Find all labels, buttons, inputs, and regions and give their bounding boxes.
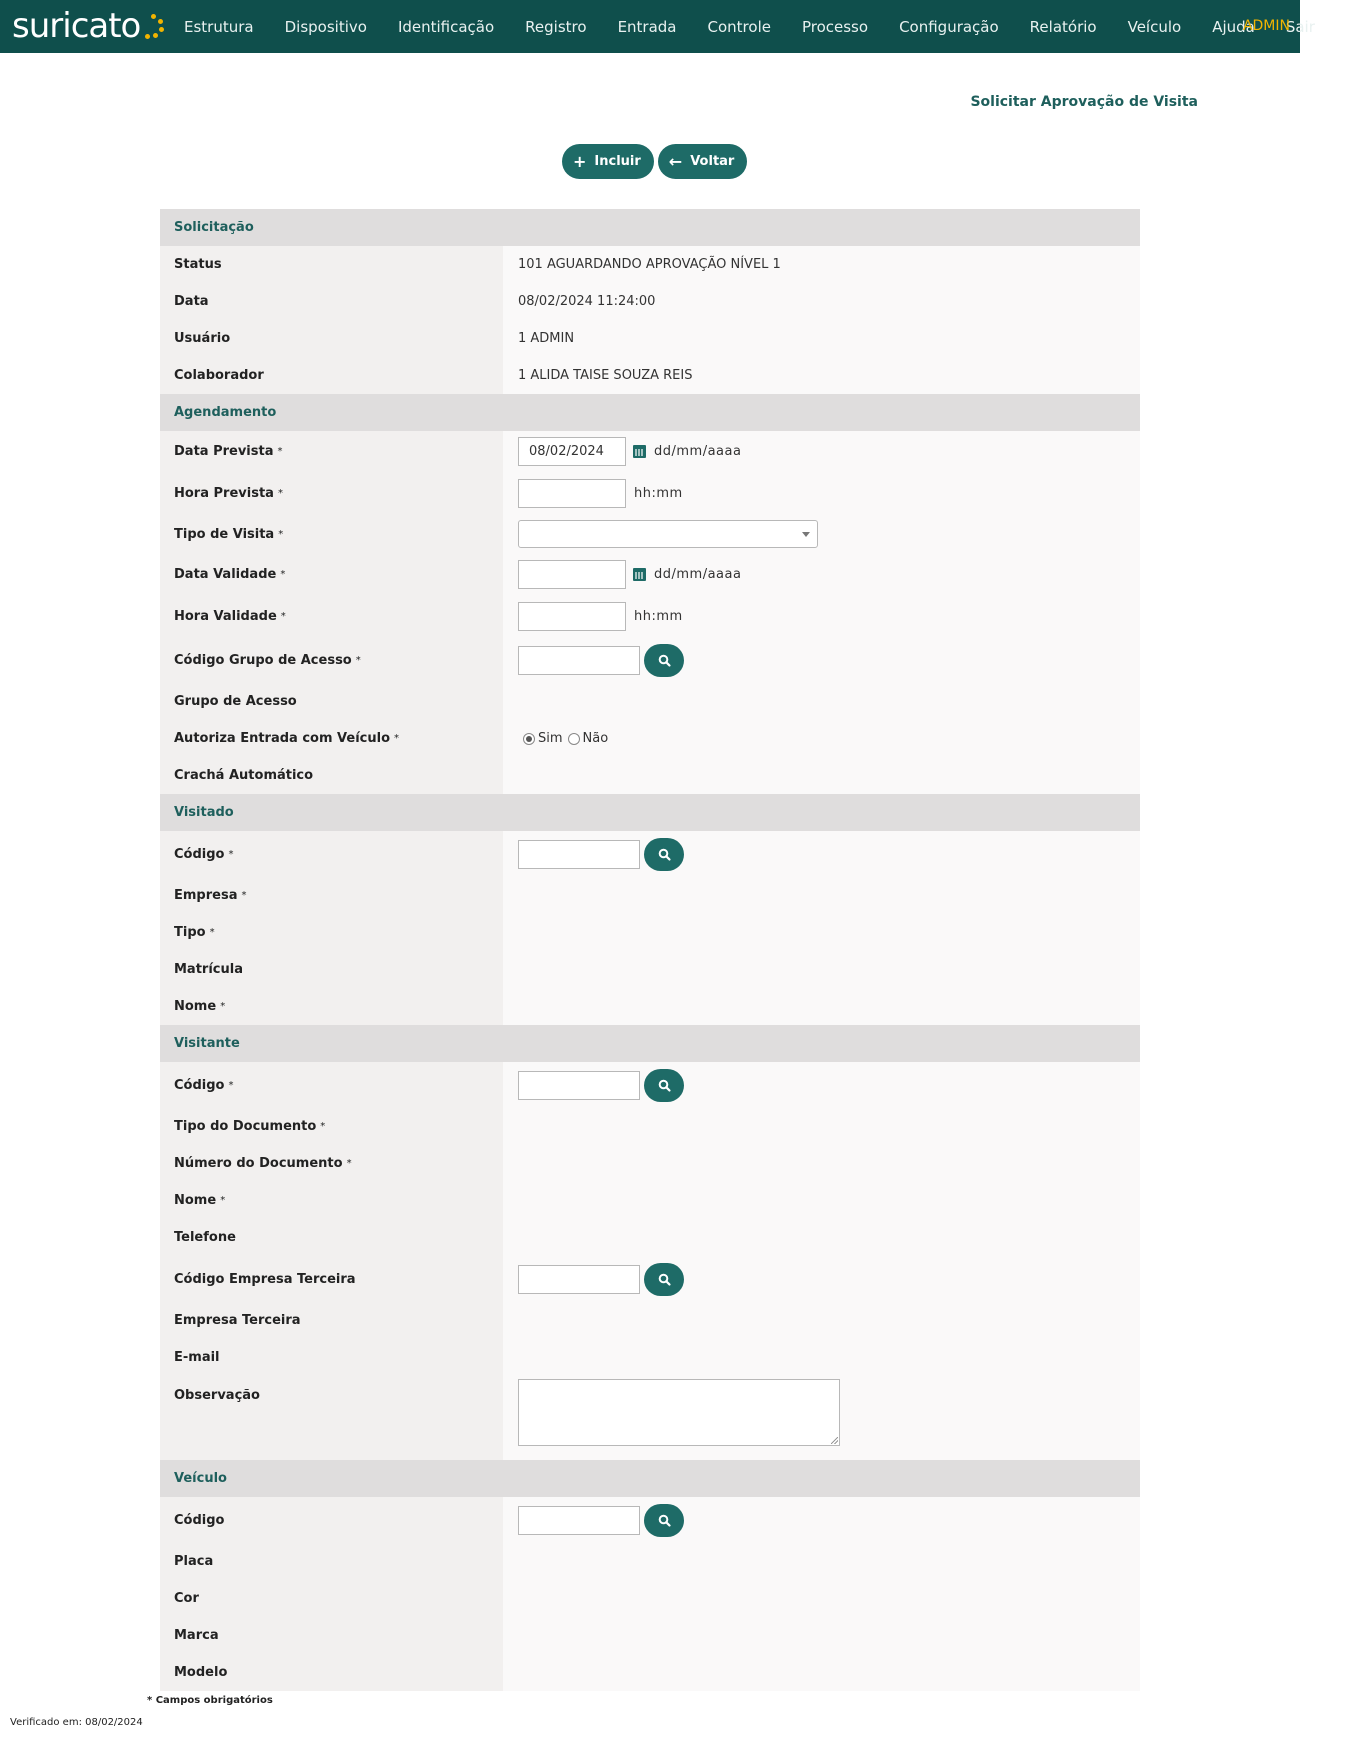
data-prevista-label: Data Prevista * xyxy=(160,431,503,472)
row-telefone xyxy=(160,1219,1140,1256)
logo-dots-icon xyxy=(142,12,164,40)
row-cracha xyxy=(160,757,1140,794)
section-solicitacao: Solicitação xyxy=(160,209,1140,246)
page-title: Solicitar Aprovação de Visita xyxy=(970,94,1198,110)
row-visitado-tipo xyxy=(160,914,1140,951)
data-label: Data xyxy=(160,283,503,320)
row-cor xyxy=(160,1580,1140,1617)
data-prevista-input[interactable]: 08/02/2024 xyxy=(518,437,626,466)
hora-prevista-label: Hora Prevista * xyxy=(160,472,503,514)
visitado-empresa-label: Empresa * xyxy=(160,877,503,914)
usuario-label: Usuário xyxy=(160,320,503,357)
chevron-down-icon xyxy=(802,532,810,537)
data-value: 08/02/2024 11:24:00 xyxy=(503,283,1140,320)
cor-label: Cor xyxy=(160,1580,503,1617)
main-menu xyxy=(184,0,1346,53)
row-visitante-nome xyxy=(160,1182,1140,1219)
row-hora-validade xyxy=(160,595,1140,637)
tipo-visita-select[interactable] xyxy=(518,520,818,548)
menu-controle[interactable]: Controle xyxy=(707,17,771,36)
row-visitado-nome xyxy=(160,988,1140,1025)
menu-identificacao[interactable]: Identificação xyxy=(397,17,495,36)
visitado-nome-label: Nome * xyxy=(160,988,503,1025)
row-veiculo-codigo xyxy=(160,1497,1140,1543)
calendar-icon[interactable] xyxy=(633,568,646,581)
search-icon xyxy=(658,1079,671,1092)
search-icon xyxy=(658,1514,671,1527)
usuario-value: 1 ADMIN xyxy=(503,320,1140,357)
radio-selected-icon[interactable] xyxy=(523,733,535,745)
veiculo-codigo-label: Código xyxy=(160,1497,503,1543)
user-name[interactable]: ADMIN xyxy=(1242,18,1290,34)
row-status xyxy=(160,246,1140,283)
row-data xyxy=(160,283,1140,320)
row-hora-prevista xyxy=(160,472,1140,514)
date-format-hint: dd/mm/aaaa xyxy=(654,444,742,459)
tipo-visita-label: Tipo de Visita * xyxy=(160,514,503,554)
row-colaborador xyxy=(160,357,1140,394)
radio-empty-icon[interactable] xyxy=(568,733,580,745)
placa-label: Placa xyxy=(160,1543,503,1580)
row-empresa-terceira xyxy=(160,1302,1140,1339)
marca-label: Marca xyxy=(160,1617,503,1654)
visit-approval-form xyxy=(160,209,1140,1691)
radio-nao[interactable]: Não xyxy=(568,731,609,746)
colaborador-value: 1 ALIDA TAISE SOUZA REIS xyxy=(503,357,1140,394)
cracha-label: Crachá Automático xyxy=(160,757,503,794)
visitado-matricula-label: Matrícula xyxy=(160,951,503,988)
date-format-hint: dd/mm/aaaa xyxy=(654,567,742,582)
search-icon xyxy=(658,654,671,667)
hora-validade-input[interactable] xyxy=(518,602,626,631)
radio-sim[interactable]: Sim xyxy=(523,731,563,746)
calendar-icon[interactable] xyxy=(633,445,646,458)
row-grupo xyxy=(160,683,1140,720)
row-visitado-matricula xyxy=(160,951,1140,988)
search-empresa-button[interactable] xyxy=(644,1263,684,1296)
suricato-logo[interactable] xyxy=(12,4,164,48)
menu-estrutura[interactable]: Estrutura xyxy=(184,17,254,36)
add-button-label: Incluir xyxy=(594,154,641,169)
row-tipo-documento xyxy=(160,1108,1140,1145)
visitado-codigo-label: Código * xyxy=(160,831,503,877)
back-button-label: Voltar xyxy=(690,154,735,169)
section-agendamento: Agendamento xyxy=(160,394,1140,431)
row-placa xyxy=(160,1543,1140,1580)
section-visitado: Visitado xyxy=(160,794,1140,831)
email-label: E-mail xyxy=(160,1339,503,1376)
row-observacao xyxy=(160,1376,1140,1460)
menu-sair[interactable]: Sair xyxy=(1285,17,1315,36)
colaborador-label: Colaborador xyxy=(160,357,503,394)
row-cod-empresa-terceira xyxy=(160,1256,1140,1302)
empresa-terceira-label: Empresa Terceira xyxy=(160,1302,503,1339)
visitado-codigo-input[interactable] xyxy=(518,840,640,869)
required-fields-note: * Campos obrigatórios xyxy=(147,1695,273,1706)
add-button[interactable] xyxy=(562,144,654,179)
verified-date: Verificado em: 08/02/2024 xyxy=(10,1717,143,1728)
numero-documento-label: Número do Documento * xyxy=(160,1145,503,1182)
status-value: 101 AGUARDANDO APROVAÇÃO NÍVEL 1 xyxy=(503,246,1140,283)
veiculo-codigo-input[interactable] xyxy=(518,1506,640,1535)
search-visitado-button[interactable] xyxy=(644,838,684,871)
row-visitante-codigo xyxy=(160,1062,1140,1108)
tipo-documento-label: Tipo do Documento * xyxy=(160,1108,503,1145)
arrow-left-icon: ← xyxy=(668,152,683,171)
menu-veiculo[interactable]: Veículo xyxy=(1127,17,1182,36)
menu-configuracao[interactable]: Configuração xyxy=(899,17,999,36)
visitado-tipo-label: Tipo * xyxy=(160,914,503,951)
cod-empresa-terceira-input[interactable] xyxy=(518,1265,640,1294)
data-validade-label: Data Validade * xyxy=(160,554,503,595)
search-icon xyxy=(658,1273,671,1286)
menu-relatorio[interactable]: Relatório xyxy=(1029,17,1097,36)
codigo-grupo-label: Código Grupo de Acesso * xyxy=(160,637,503,683)
row-email xyxy=(160,1339,1140,1376)
search-visitante-button[interactable] xyxy=(644,1069,684,1102)
observacao-label: Observação xyxy=(160,1376,503,1460)
top-navbar xyxy=(0,0,1315,53)
menu-ajuda[interactable]: Ajuda xyxy=(1212,17,1255,36)
status-label: Status xyxy=(160,246,503,283)
back-button[interactable] xyxy=(658,144,748,179)
hora-validade-label: Hora Validade * xyxy=(160,595,503,637)
section-veiculo: Veículo xyxy=(160,1460,1140,1497)
row-usuario xyxy=(160,320,1140,357)
time-format-hint: hh:mm xyxy=(634,608,683,624)
row-codigo-grupo xyxy=(160,637,1140,683)
menu-dispositivo[interactable]: Dispositivo xyxy=(284,17,367,36)
row-numero-documento xyxy=(160,1145,1140,1182)
cod-empresa-terceira-label: Código Empresa Terceira xyxy=(160,1256,503,1302)
row-tipo-visita xyxy=(160,514,1140,554)
menu-registro[interactable]: Registro xyxy=(525,17,587,36)
logo-text: suricato xyxy=(12,6,141,46)
hora-prevista-input[interactable] xyxy=(518,479,626,508)
action-bar xyxy=(562,144,747,179)
menu-processo[interactable]: Processo xyxy=(801,17,869,36)
visitante-nome-label: Nome * xyxy=(160,1182,503,1219)
data-validade-input[interactable] xyxy=(518,560,626,589)
time-format-hint: hh:mm xyxy=(634,485,683,501)
row-visitado-empresa xyxy=(160,877,1140,914)
row-visitado-codigo xyxy=(160,831,1140,877)
search-icon xyxy=(658,848,671,861)
plus-icon: + xyxy=(573,152,587,171)
row-data-validade xyxy=(160,554,1140,595)
visitante-codigo-input[interactable] xyxy=(518,1071,640,1100)
row-data-prevista xyxy=(160,431,1140,472)
row-autoriza xyxy=(160,720,1140,757)
telefone-label: Telefone xyxy=(160,1219,503,1256)
codigo-grupo-input[interactable] xyxy=(518,646,640,675)
visitante-codigo-label: Código * xyxy=(160,1062,503,1108)
modelo-label: Modelo xyxy=(160,1654,503,1691)
menu-entrada[interactable]: Entrada xyxy=(617,17,677,36)
row-marca xyxy=(160,1617,1140,1654)
row-modelo xyxy=(160,1654,1140,1691)
section-visitante: Visitante xyxy=(160,1025,1140,1062)
search-grupo-button[interactable] xyxy=(644,644,684,677)
grupo-label: Grupo de Acesso xyxy=(160,683,503,720)
autoriza-label: Autoriza Entrada com Veículo * xyxy=(160,720,503,757)
search-veiculo-button[interactable] xyxy=(644,1504,684,1537)
observacao-textarea[interactable] xyxy=(518,1379,840,1446)
